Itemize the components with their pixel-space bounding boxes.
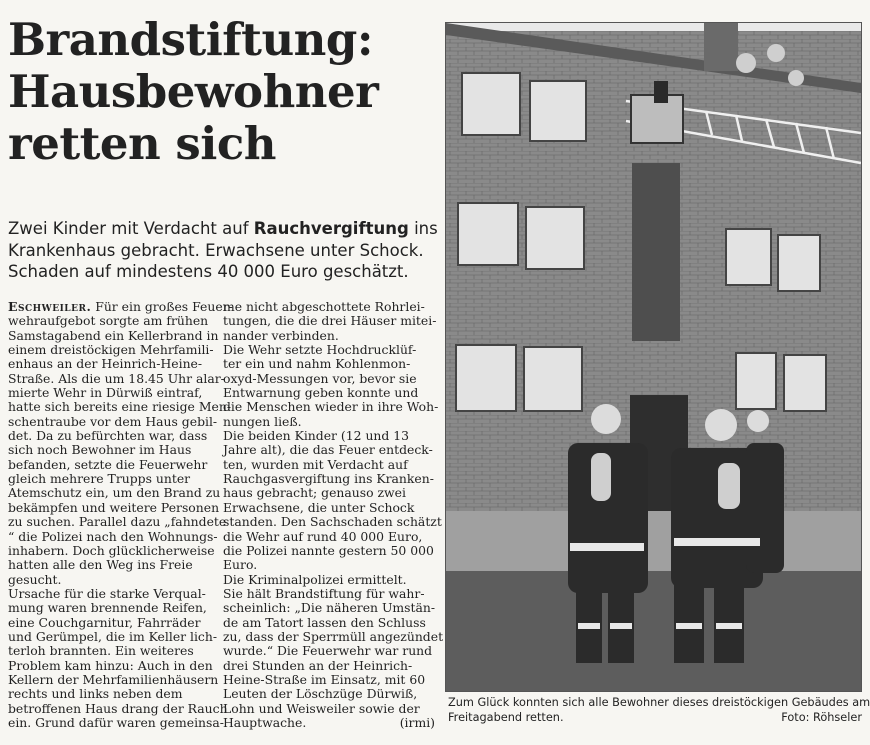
article-line: me nicht abgeschottete Rohrlei- <box>223 299 425 314</box>
article-line: Euro. <box>223 557 258 573</box>
article-line: Kellern der Mehrfamilienhäusern <box>8 671 219 687</box>
article-line: wurde.“ Die Feuerwehr war rund <box>223 643 433 659</box>
article-line: Leuten der Löschzüge Dürwiß, <box>223 686 418 702</box>
article-line: scheinlich: „Die näheren Umstän- <box>223 600 436 616</box>
article-column-left <box>8 299 233 730</box>
article-line: zu suchen. Parallel dazu „fahndete <box>8 514 227 530</box>
caption-line: Freitagabend retten. <box>448 711 564 724</box>
article-line: enhaus an der Heinrich-Heine- <box>8 356 203 372</box>
article-line: Sie hält Brandstiftung für wahr- <box>223 585 425 601</box>
article-line: nungen ließ. <box>223 413 302 429</box>
article-line: betroffenen Haus drang der Rauch <box>8 700 228 716</box>
article-line: eine Couchgarnitur, Fahrräder <box>8 614 201 630</box>
article-line: haus gebracht; genauso zwei <box>223 485 406 501</box>
subhead-line: Schaden auf mindestens 40 000 Euro geschätzt. <box>8 262 409 281</box>
article-line: hatte sich bereits eine riesige Men- <box>8 399 232 415</box>
author-signature: (irmi) <box>399 714 435 730</box>
article-line: und Gerümpel, die im Keller lich- <box>8 628 218 644</box>
article-line: die Wehr auf rund 40 000 Euro, <box>223 528 423 544</box>
article-line: einem dreistöckigen Mehrfamili- <box>8 342 214 358</box>
article-line: Lohn und Weisweiler sowie der <box>223 700 420 716</box>
article-line <box>8 299 233 314</box>
article-line: standen. Den Sachschaden schätzt <box>223 514 442 530</box>
subheadline <box>8 218 438 283</box>
subhead-bold-text: Rauchvergiftung <box>253 219 409 238</box>
article-line: bekämpfen und weitere Personen <box>8 499 220 515</box>
dateline: Eschweiler. <box>8 299 92 314</box>
article-line <box>223 716 435 730</box>
article-line: Rauchgasvergiftung ins Kranken- <box>223 471 434 487</box>
caption-line: Zum Glück konnten sich alle Bewohner dieses dreistöckigen Gebäudes am <box>448 696 870 709</box>
article-line: Entwarnung geben konnte und <box>223 385 419 401</box>
article-line: Die Wehr setzte Hochdrucklüf- <box>223 342 417 358</box>
article-text: Für ein großes Feuer- <box>91 299 233 314</box>
photo-fire-brigade-image <box>446 23 861 691</box>
article-line: Jahre alt), die das Feuer entdeck- <box>223 442 433 458</box>
article-line: ter ein und nahm Kohlenmon- <box>223 356 411 372</box>
article-line: zu, dass der Sperrmüll angezündet <box>223 628 444 644</box>
article-line: befanden, setzte die Feuerwehr <box>8 456 208 472</box>
headline-line: retten sich <box>8 117 276 170</box>
article-line: Heine-Straße im Einsatz, mit 60 <box>223 671 426 687</box>
article-line: schentraube vor dem Haus gebil- <box>8 413 218 429</box>
article-line: die Polizei nannte gestern 50 000 <box>223 542 434 558</box>
article-line: ten, wurden mit Verdacht auf <box>223 456 408 472</box>
article-line: det. Da zu befürchten war, dass <box>8 428 208 444</box>
article-line: Atemschutz ein, um den Brand zu <box>8 485 221 501</box>
article-line: inhabern. Doch glücklicherweise <box>8 542 215 558</box>
headline <box>8 14 428 170</box>
article-line: oxyd-Messungen vor, bevor sie <box>223 370 417 386</box>
article-line: drei Stunden an der Heinrich- <box>223 657 413 673</box>
article-line: ein. Grund dafür waren gemeinsa- <box>8 714 224 730</box>
article-line: mierte Wehr in Dürwiß eintraf, <box>8 385 203 401</box>
article-line: Die beiden Kinder (12 und 13 <box>223 428 410 444</box>
article-line: terloh brannten. Ein weiteres <box>8 643 194 659</box>
article-line: hatten alle den Weg ins Freie <box>8 557 193 573</box>
article-line: gleich mehrere Trupps unter <box>8 471 191 487</box>
article-line: Problem kam hinzu: Auch in den <box>8 657 213 673</box>
photo-credit: Foto: Röhseler <box>781 711 862 724</box>
article-line: Samstagabend ein Kellerbrand in <box>8 327 219 343</box>
article-line: de am Tatort lassen den Schluss <box>223 614 426 630</box>
article-line: mung waren brennende Reifen, <box>8 600 207 616</box>
article-line: Erwachsene, die unter Schock <box>223 499 415 515</box>
article-line: tungen, die die drei Häuser mitei- <box>223 313 437 329</box>
headline-line: Brandstiftung: <box>8 13 373 66</box>
article-line: wehraufgebot sorgte am frühen <box>8 313 209 329</box>
headline-line: Hausbewohner <box>8 65 379 118</box>
news-photo <box>445 22 862 692</box>
article-line: “ die Polizei nach den Wohnungs- <box>8 528 218 544</box>
article-line: Die Kriminalpolizei ermittelt. <box>223 571 407 587</box>
photo-caption <box>448 695 870 725</box>
article-line: Straße. Als die um 18.45 Uhr alar- <box>8 370 225 386</box>
article-text: Hauptwache. <box>223 714 307 730</box>
article-line: gesucht. <box>8 571 62 587</box>
article-line: die Menschen wieder in ihre Woh- <box>223 399 439 415</box>
subhead-text: ins <box>408 219 438 238</box>
article-line: nander verbinden. <box>223 327 339 343</box>
article-line: rechts und links neben dem <box>8 686 183 702</box>
subhead-text: Zwei Kinder mit Verdacht auf <box>8 219 254 238</box>
article-column-right <box>223 299 444 730</box>
article-line: Ursache für die starke Verqual- <box>8 585 206 601</box>
article-line: sich noch Bewohner im Haus <box>8 442 192 458</box>
subhead-line <box>8 218 438 240</box>
subhead-line: Krankenhaus gebracht. Erwachsene unter Schock. <box>8 240 424 260</box>
